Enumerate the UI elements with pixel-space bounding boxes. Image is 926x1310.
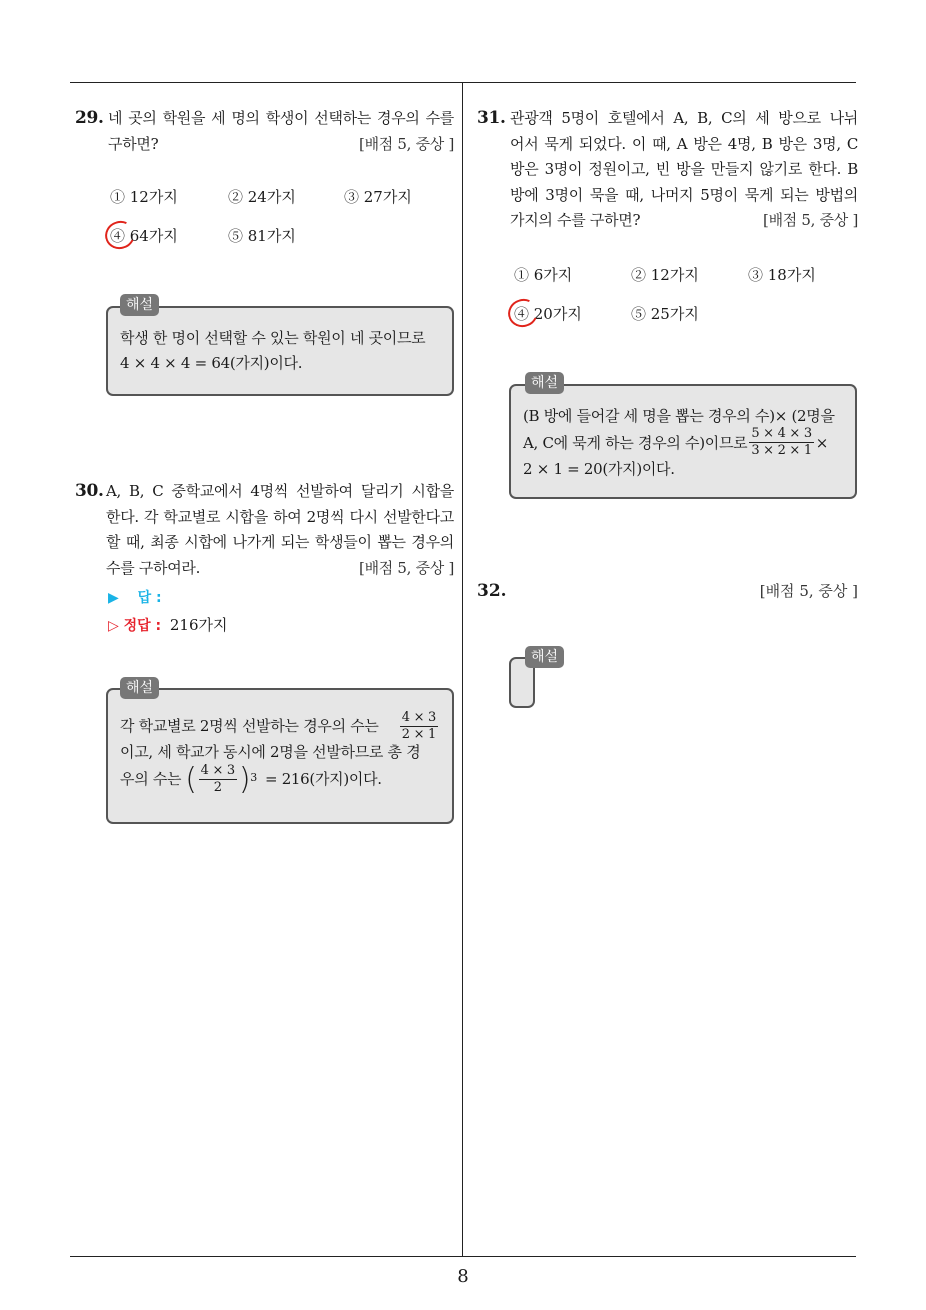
solution-line: = 216(가지)이다. [264,770,382,788]
solution-box [509,384,857,499]
page-number: 8 [457,1266,469,1287]
question-text-line: 네 곳의 학원을 세 명의 학생이 선택하는 경우의 수를 [108,109,454,127]
question-text-line: 가지의 수를 구하면? [510,211,641,229]
correct-arrow-icon: ▷ [108,618,119,634]
solution-box [106,688,454,824]
fraction: $\frac{4 \times 3}{2}$ [200,763,235,795]
solution-tag: 해설 [120,677,159,699]
solution-line: 4 × 4 × 4 = 64(가지)이다. [120,354,303,372]
question-text-line: 할 때, 최종 시합에 나가게 되는 학생들이 뽑는 경우의 [106,533,454,551]
solution-line: 우의 수는 [120,770,182,788]
question-32 [477,580,858,601]
solution-line: (B 방에 들어갈 세 명을 뽑는 경우의 수)× (2명을 [523,407,835,425]
solution-line: 각 학교별로 2명씩 선발하는 경우의 수는 [120,717,379,735]
solution-tag: 해설 [525,372,564,394]
question-29 [75,106,454,157]
solution-box [106,306,454,396]
answer-label: 답 : [137,590,162,606]
top-rule [70,82,856,83]
solution-tag: 해설 [525,646,564,668]
fraction: $\frac{4 \times 3}{2 \times 1}$ [401,710,436,742]
choice-1[interactable]: ① 12가지 [110,188,178,206]
question-number: 32. [477,581,507,601]
answer-circle-mark [101,217,139,254]
question-number: 29. [75,108,104,128]
choice-4[interactable]: ④ 20가지 [514,305,582,323]
answer-arrow-icon: ▶ [108,590,119,606]
score-label: [배점 5, 중상 ] [763,211,858,229]
score-label: [배점 5, 중상 ] [359,134,454,153]
solution-line: 2 × 1 = 20(가지)이다. [523,460,675,478]
question-text-line: 수를 구하여라. [106,558,201,577]
question-text-line: 구하면? [108,134,159,153]
exponent: 3 [250,771,257,784]
correct-answer-value: 216가지 [169,616,228,634]
choice-3[interactable]: ③ 27가지 [344,188,412,206]
question-text-line: 방은 3명이 정원이고, 빈 방을 만들지 않기로 한다. B [510,160,858,178]
question-text-line: 한다. 각 학교별로 시합을 하여 2명씩 다시 선발한다고 [106,507,454,526]
choice-1[interactable]: ① 6가지 [514,266,573,284]
left-paren: ( [185,762,197,797]
question-number: 31. [477,108,506,128]
solution-line: 학생 한 명이 선택할 수 있는 학원이 네 곳이므로 [120,329,426,347]
answer-row [108,587,162,607]
choice-3[interactable]: ③ 18가지 [748,266,816,284]
question-30 [75,479,454,581]
column-divider [462,82,463,1256]
bottom-rule [70,1256,856,1257]
answer-circle-mark [504,295,542,332]
question-number: 30. [75,481,104,501]
score-label: [배점 5, 중상 ] [359,558,454,577]
choice-2[interactable]: ② 24가지 [228,188,296,206]
question-text-line: 방에 3명이 묵을 때, 나머지 5명이 묵게 되는 방법의 [510,185,858,204]
question-text-line: 어서 묵게 되었다. 이 때, A 방은 4명, B 방은 3명, C [510,134,858,153]
solution-line: 이고, 세 학교가 동시에 2명을 선발하므로 총 경 [120,743,421,761]
choice-5[interactable]: ⑤ 25가지 [631,305,699,323]
choice-5[interactable]: ⑤ 81가지 [228,227,296,245]
solution-operator: × [815,433,829,452]
question-text-line: A, B, C 중학교에서 4명씩 선발하여 달리기 시합을 [106,482,454,500]
solution-tag: 해설 [120,294,159,316]
choice-4[interactable]: ④ 64가지 [110,227,178,245]
choice-2[interactable]: ② 12가지 [631,266,699,284]
solution-line: A, C에 묵게 하는 경우의 수)이므로 [523,433,748,452]
question-text-line: 관광객 5명이 호텔에서 A, B, C의 세 방으로 나뉘 [510,109,858,127]
fraction: $\frac{5 \times 4 \times 3}{3 \times 2 \times 1}$ [751,426,812,458]
score-label: [배점 5, 중상 ] [759,582,858,600]
correct-answer-row [108,614,228,635]
right-paren: ) [238,762,251,797]
question-31 [477,106,858,234]
correct-answer-label: 정답 : [123,618,162,634]
